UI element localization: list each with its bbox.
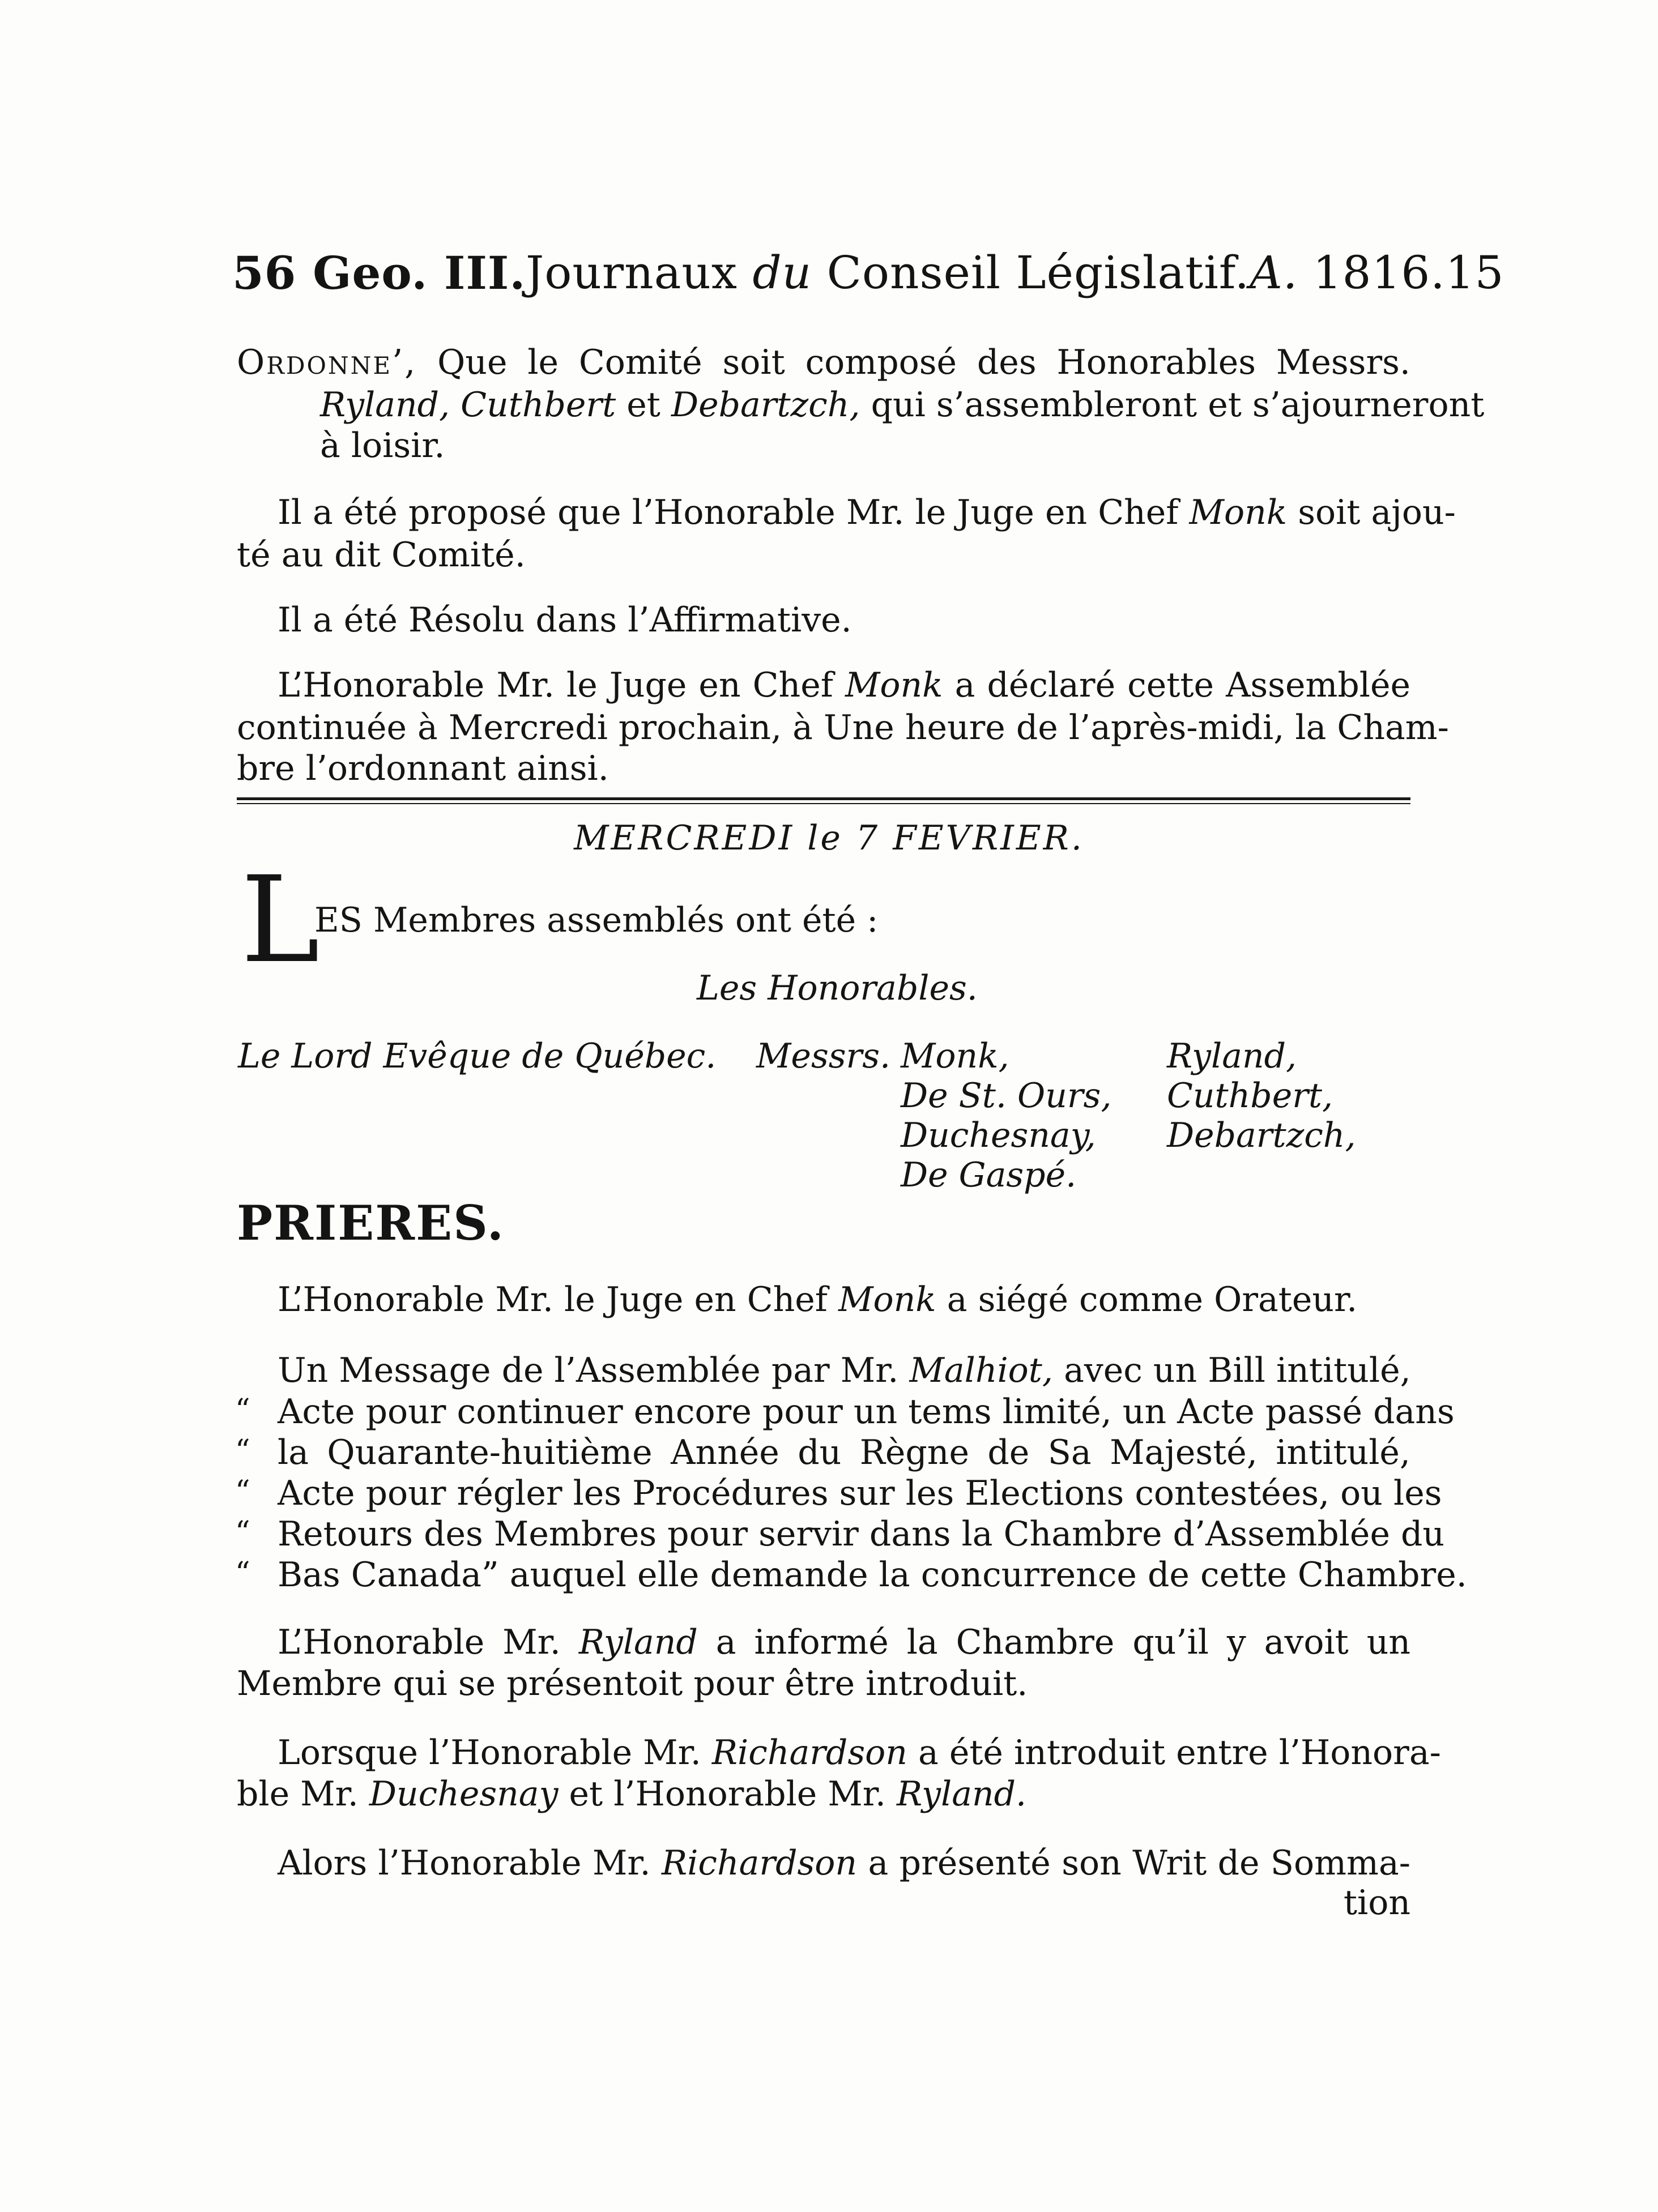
member-name: Ryland,	[1167, 1036, 1297, 1076]
header-date: A. 1816.	[1250, 246, 1446, 299]
header-title: Journaux du Conseil Législatif.	[526, 246, 1250, 299]
member-name: Duchesnay,	[901, 1116, 1096, 1155]
prieres-heading: PRIERES.	[237, 1195, 505, 1251]
member-name: Debartzch,	[1167, 1116, 1356, 1155]
quoted-line: Acte pour régler les Procédures sur les Elections contestées, ou les	[278, 1474, 1442, 1513]
member-name: De Gaspé.	[901, 1155, 1077, 1195]
paragraph-line: té au dit Comité.	[237, 535, 526, 575]
paragraph-line: Membre qui se présentoit pour être introduit.	[237, 1664, 1028, 1703]
section-rule	[237, 797, 1410, 800]
paragraph-line: L’Honorable Mr. le Juge en Chef Monk a siégé comme Orateur.	[278, 1280, 1358, 1319]
section-rule-thin	[237, 803, 1410, 804]
quoted-line: Retours des Membres pour servir dans la Chambre d’Assemblée du	[278, 1514, 1445, 1554]
member-name: Monk,	[901, 1036, 1009, 1076]
paragraph-line: L’Honorable Mr. Ryland a informé la Chambre qu’il y avoit un	[278, 1622, 1410, 1662]
paragraph-line: Un Message de l’Assemblée par Mr. Malhiot, avec un Bill intitulé,	[278, 1351, 1411, 1390]
quote-mark: “	[235, 1515, 250, 1549]
catchword: tion	[1343, 1883, 1410, 1923]
paragraph-line: Lorsque l’Honorable Mr. Richardson a été introduit entre l’Honora-	[278, 1733, 1441, 1773]
page-number: 15	[1445, 246, 1504, 299]
paragraph-line: L’Honorable Mr. le Juge en Chef Monk a déclaré cette Assemblée	[278, 665, 1410, 705]
header-regnal-year: 56 Geo. III.	[232, 246, 526, 300]
member-name: Cuthbert,	[1167, 1076, 1333, 1116]
paragraph-line: continuée à Mercredi prochain, à Une heure de l’après-midi, la Cham-	[237, 708, 1449, 748]
quote-mark: “	[235, 1434, 250, 1468]
quoted-line: la Quarante-huitième Année du Règne de Sa Majesté, intitulé,	[278, 1433, 1410, 1472]
paragraph-line: Alors l’Honorable Mr. Richardson a présenté son Writ de Somma-	[278, 1843, 1410, 1883]
drop-cap: L	[241, 851, 320, 989]
member-lord-bishop: Le Lord Evêque de Québec.	[238, 1036, 717, 1076]
paragraph-line: bre l’ordonnant ainsi.	[237, 749, 609, 788]
paragraph-line: ble Mr. Duchesnay et l’Honorable Mr. Ryland.	[237, 1774, 1027, 1814]
paragraph-line: Il a été Résolu dans l’Affirmative.	[278, 600, 852, 640]
honorables-heading: Les Honorables.	[697, 968, 978, 1008]
paragraph-line: Ryland, Cuthbert et Debartzch, qui s’assembleront et s’ajourneront	[320, 385, 1485, 425]
quote-mark: “	[235, 1556, 250, 1590]
quoted-line: Bas Canada” auquel elle demande la concurrence de cette Chambre.	[278, 1555, 1467, 1595]
messrs-label: Messrs.	[756, 1036, 891, 1076]
running-header	[232, 246, 1504, 300]
members-intro: ES Membres assemblés ont été :	[314, 900, 879, 940]
paragraph-line: Il a été proposé que l’Honorable Mr. le Juge en Chef Monk soit ajou-	[278, 493, 1456, 532]
paragraph-line: à loisir.	[320, 426, 445, 466]
paragraph-line: Ordonne’, Que le Comité soit composé des Honorables Messrs.	[237, 343, 1410, 382]
quote-mark: “	[235, 1393, 250, 1427]
quoted-line: Acte pour continuer encore pour un tems limité, un Acte passé dans	[278, 1392, 1455, 1432]
date-heading: MERCREDI le 7 FEVRIER.	[574, 818, 1084, 858]
member-name: De St. Ours,	[901, 1076, 1112, 1116]
quote-mark: “	[235, 1475, 250, 1509]
